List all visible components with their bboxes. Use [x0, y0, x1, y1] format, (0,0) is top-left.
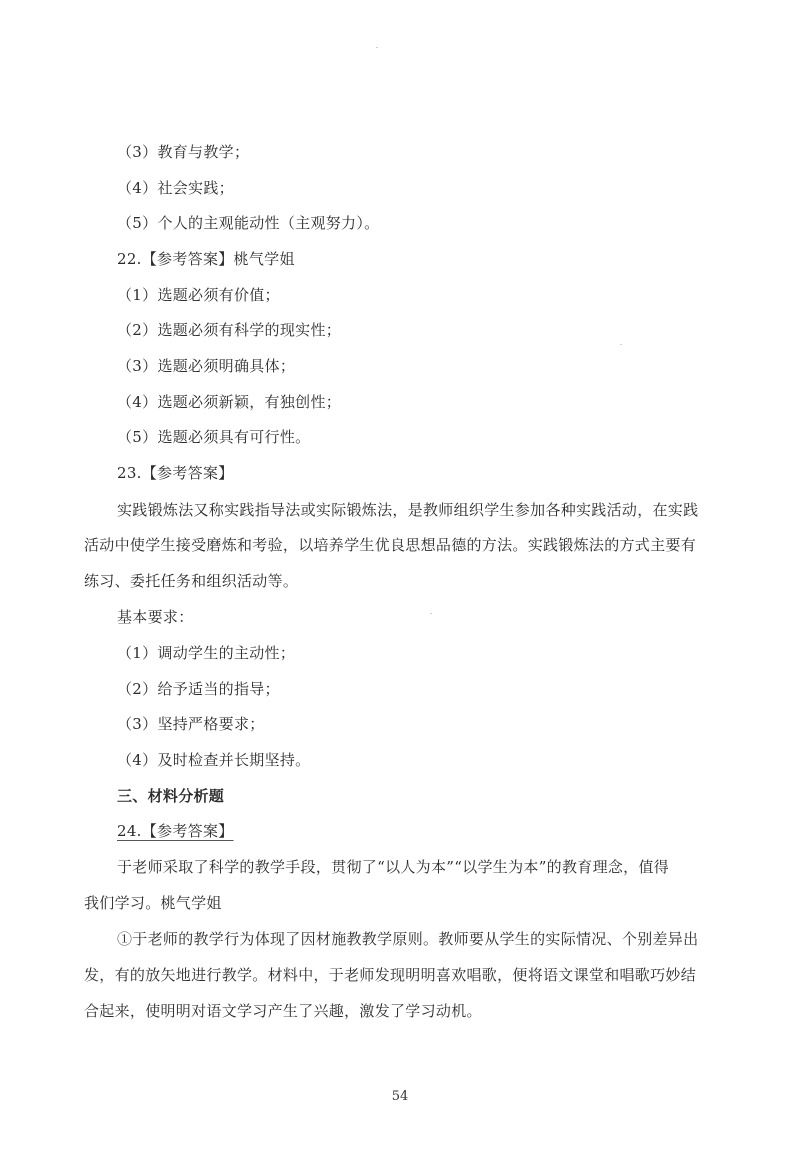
q24-point1-line-3: 合起来，使明明对语文学习产生了兴趣，激发了学习动机。: [84, 1002, 482, 1020]
scan-speck: [620, 344, 622, 345]
q22-heading: 22.【参考答案】桃气学姐: [117, 250, 295, 268]
q23-requirement-4: （4）及时检查并长期坚持。: [117, 751, 311, 769]
q23-requirement-3: （3）坚持严格要求；: [117, 715, 265, 733]
q24-point1-line-1: ①于老师的教学行为体现了因材施教教学原则。教师要从学生的实际情况、个别差异出: [117, 930, 699, 948]
q23-requirement-2: （2）给予适当的指导；: [117, 680, 280, 698]
scan-speck: [430, 613, 432, 614]
q22-item-5: （5）选题必须具有可行性。: [117, 428, 311, 446]
q23-requirements-label: 基本要求：: [117, 608, 194, 626]
q23-heading: 23.【参考答案】: [117, 464, 234, 482]
q22-item-3: （3）选题必须明确具体；: [117, 357, 296, 375]
q24-heading: 24.【参考答案】: [117, 822, 234, 840]
q23-paragraph-line-2: 活动中使学生接受磨炼和考验，以培养学生优良思想品德的方法。实践锻炼法的方式主要有: [84, 536, 697, 554]
q23-requirement-1: （1）调动学生的主动性；: [117, 644, 296, 662]
q24-point1-line-2: 发，有的放矢地进行教学。材料中，于老师发现明明喜欢唱歌，便将语文课堂和唱歌巧妙结: [84, 966, 697, 984]
q22-item-1: （1）选题必须有价值；: [117, 286, 280, 304]
q22-item-2: （2）选题必须有科学的现实性；: [117, 321, 342, 339]
q21-item-5: （5）个人的主观能动性（主观努力）。: [117, 214, 380, 232]
page-number: 54: [391, 1089, 409, 1104]
scan-speck: [376, 47, 378, 48]
q21-item-4: （4）社会实践；: [117, 179, 234, 197]
q24-intro-line-1: 于老师采取了科学的教学手段，贯彻了“以人为本”“以学生为本”的教育理念，值得: [117, 858, 670, 876]
q21-item-3: （3）教育与教学；: [117, 143, 250, 161]
q23-paragraph-line-1: 实践锻炼法又称实践指导法或实际锻炼法，是教师组织学生参加各种实践活动，在实践: [117, 501, 699, 519]
q23-paragraph-line-3: 练习、委托任务和组织活动等。: [84, 572, 299, 590]
q22-item-4: （4）选题必须新颖，有独创性；: [117, 393, 342, 411]
section-title-material-analysis: 三、材料分析题: [117, 787, 225, 805]
q24-intro-line-2: 我们学习。桃气学姐: [84, 894, 222, 912]
